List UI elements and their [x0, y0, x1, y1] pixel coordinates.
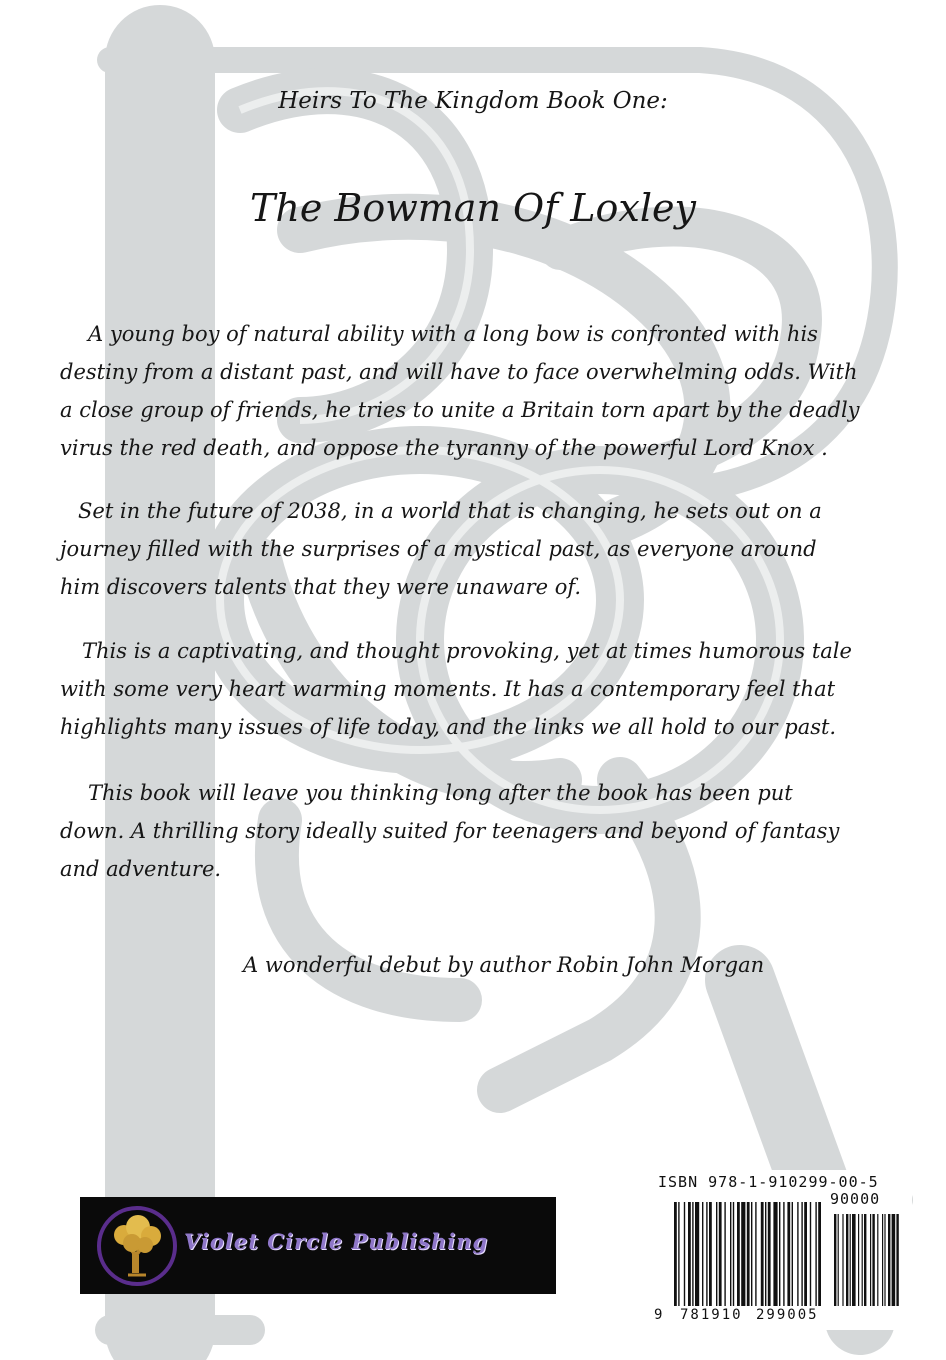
addon-bar — [896, 1214, 898, 1306]
publisher-name: Violet Circle Publishing — [184, 1229, 489, 1254]
barcode-bar — [804, 1202, 807, 1306]
barcode-bar — [792, 1202, 793, 1306]
blurb-paragraph: A young boy of natural ability with a long bow is confronted with his destiny from a distant past, and will have to face overwhelming odds. With a close group of friends, he tries to unite a Britain torn apart by the deadly virus the red death, and oppose the tyranny of the powerful Lord Knox . — [60, 322, 860, 460]
blurb-paragraph: Set in the future of 2038, in a world that is changing, he sets out on a journey filled with the surprises of a mystical past, as everyone around him discovers talents that they were unaware of. — [60, 499, 822, 599]
ean-digit-first: 9 — [654, 1307, 663, 1323]
addon-bar — [838, 1214, 839, 1306]
barcode-bar — [801, 1202, 802, 1306]
barcode-bar — [724, 1202, 725, 1306]
barcode-bar — [733, 1202, 734, 1306]
blurb-paragraph: This book will leave you thinking long after the book has been put down. A thrilling story ideally suited for teenagers and beyond of fantasy and adventure. — [60, 781, 840, 881]
barcode-bar — [751, 1202, 752, 1306]
barcode-bar — [684, 1202, 685, 1306]
book-title: The Bowman Of Loxley — [250, 186, 696, 230]
addon-bar — [862, 1214, 863, 1306]
addon-bar — [852, 1214, 856, 1306]
blurb-paragraph: This is a captivating, and thought provoking, yet at times humorous tale with some very heart warming moments. It has a contemporary feel that highlights many issues of life today, and the links we all hold to our past. — [60, 639, 852, 739]
addon-bar — [884, 1214, 885, 1306]
addon-bar — [877, 1214, 878, 1306]
addon-bar — [842, 1214, 843, 1306]
ean-digits-right: 299005 — [756, 1307, 819, 1323]
barcode-bar — [719, 1202, 722, 1306]
barcode-bar — [688, 1202, 691, 1306]
barcode-bar — [755, 1202, 756, 1306]
barcode-bar — [768, 1202, 771, 1306]
barcode-bar — [674, 1202, 677, 1306]
author-credit: A wonderful debut by author Robin John Morgan — [243, 953, 765, 977]
barcode-bar — [783, 1202, 784, 1306]
barcode-bar — [818, 1202, 821, 1306]
barcode-bar — [716, 1202, 717, 1306]
publisher-logo — [80, 1197, 556, 1294]
barcode-bar — [765, 1202, 766, 1306]
addon-bar — [892, 1214, 896, 1306]
barcode-bar — [695, 1202, 699, 1306]
price-code: 90000 — [830, 1190, 881, 1208]
barcode-bar — [761, 1202, 764, 1306]
isbn-barcode — [650, 1170, 912, 1330]
barcode-bar — [737, 1202, 740, 1306]
barcode-bar — [779, 1202, 780, 1306]
isbn-number: ISBN 978-1-910299-00-5 — [658, 1173, 879, 1191]
barcode-bar — [773, 1202, 777, 1306]
addon-bar — [870, 1214, 871, 1306]
series-subtitle: Heirs To The Kingdom Book One: — [278, 88, 668, 114]
addon-bar — [858, 1214, 859, 1306]
barcode-bar — [692, 1202, 693, 1306]
barcode-bar — [815, 1202, 816, 1306]
barcode-bar — [678, 1202, 679, 1306]
barcode-bar — [747, 1202, 750, 1306]
barcode-bar — [702, 1202, 703, 1306]
golden-tree-icon — [94, 1203, 180, 1289]
addon-bar — [850, 1214, 851, 1306]
addon-bar — [872, 1214, 874, 1306]
addon-bar — [846, 1214, 848, 1306]
ean-digits-left: 781910 — [680, 1307, 743, 1323]
addon-bar — [882, 1214, 883, 1306]
barcode-bar — [730, 1202, 731, 1306]
addon-bar — [864, 1214, 866, 1306]
barcode-bar — [706, 1202, 707, 1306]
barcode-bar — [741, 1202, 745, 1306]
barcode-bar — [787, 1202, 790, 1306]
barcode-bar — [810, 1202, 811, 1306]
addon-bar — [888, 1214, 890, 1306]
barcode-bar — [709, 1202, 712, 1306]
barcode-bar — [797, 1202, 798, 1306]
addon-bar — [834, 1214, 836, 1306]
